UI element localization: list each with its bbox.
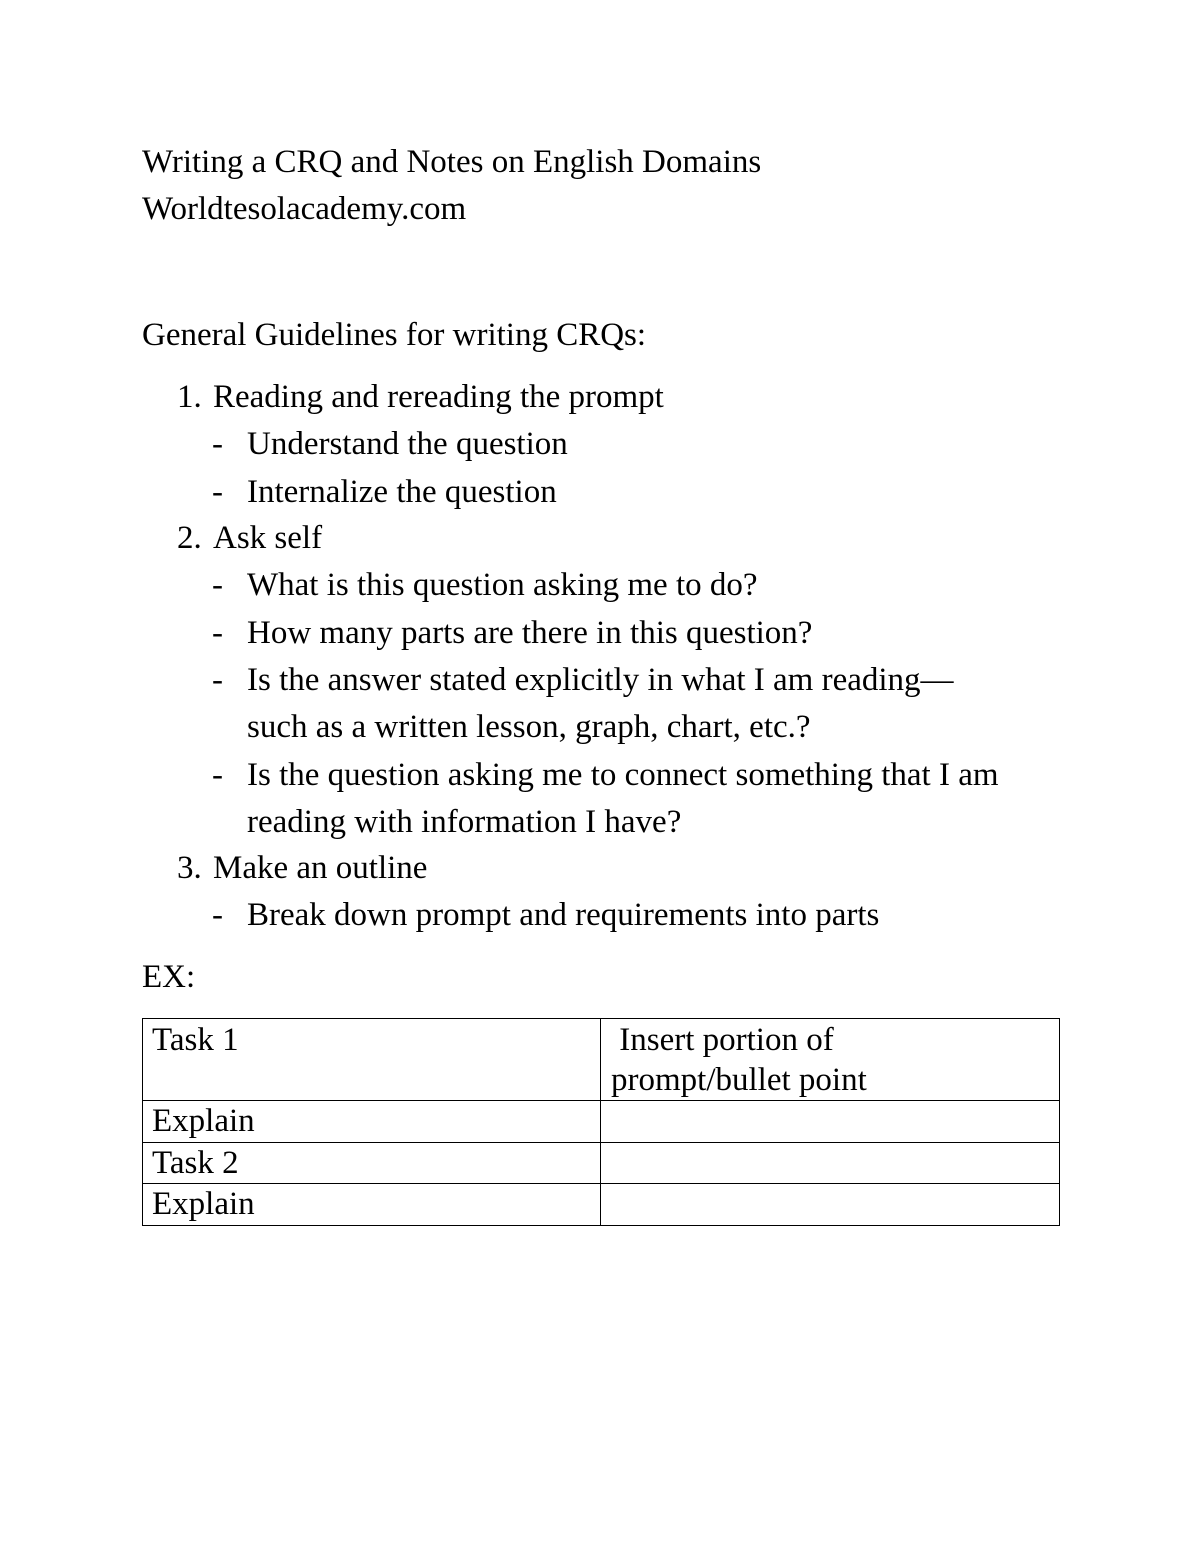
step-text: Make an outline [213,850,428,886]
table-cell [601,1184,1060,1226]
bullet-text: Internalize the question [247,474,557,510]
table-row [143,1101,1060,1143]
table-row [143,1142,1060,1184]
step-text: Ask self [213,520,323,556]
step-number: 2. [177,520,202,556]
table-cell: Task 2 [143,1142,601,1184]
document-title: Writing a CRQ and Notes on English Domains [142,144,762,180]
bullet-text-continuation: reading with information I have? [247,804,682,840]
step-text: Reading and rereading the prompt [213,379,664,415]
bullet-text: Is the answer stated explicitly in what I am reading— [247,662,954,698]
step-number: 3. [177,850,202,886]
bullet-text: What is this question asking me to do? [247,567,758,603]
bullet-marker: - [212,615,223,651]
step-number: 1. [177,379,202,415]
section-heading: General Guidelines for writing CRQs: [142,317,647,353]
table-cell: Task 1 [143,1019,601,1101]
bullet-text: Is the question asking me to connect something that I am [247,757,999,793]
table-row [143,1019,1060,1101]
bullet-marker: - [212,567,223,603]
task-table [142,1018,1060,1226]
bullet-text: Break down prompt and requirements into parts [247,897,880,933]
bullet-marker: - [212,897,223,933]
bullet-text: Understand the question [247,426,568,462]
document-source: Worldtesolacademy.com [142,191,467,227]
table-cell: Explain [143,1184,601,1226]
bullet-text-continuation: such as a written lesson, graph, chart, etc.? [247,709,811,745]
bullet-marker: - [212,757,223,793]
table-cell [601,1101,1060,1143]
table-cell-line: Insert portion of [611,1022,834,1058]
table-cell [601,1142,1060,1184]
table-cell-line: prompt/bullet point [611,1061,867,1098]
bullet-marker: - [212,426,223,462]
table-row [143,1184,1060,1226]
bullet-marker: - [212,474,223,510]
example-label: EX: [142,959,196,995]
table-cell: Explain [143,1101,601,1143]
bullet-text: How many parts are there in this question? [247,615,813,651]
table-cell [601,1019,1060,1101]
bullet-marker: - [212,662,223,698]
